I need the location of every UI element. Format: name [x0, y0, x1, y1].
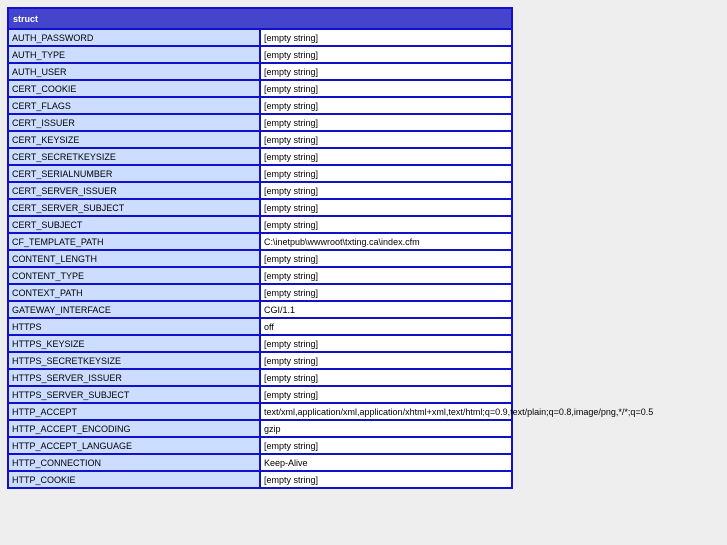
struct-key[interactable]: HTTP_ACCEPT_LANGUAGE: [9, 438, 259, 453]
struct-value: [empty string]: [261, 115, 511, 130]
table-row: [9, 98, 511, 113]
struct-key[interactable]: CERT_COOKIE: [9, 81, 259, 96]
struct-value: gzip: [261, 421, 511, 436]
table-row: [9, 336, 511, 351]
struct-key[interactable]: HTTPS_SECRETKEYSIZE: [9, 353, 259, 368]
struct-key[interactable]: AUTH_PASSWORD: [9, 30, 259, 45]
table-row: [9, 268, 511, 283]
struct-key[interactable]: CERT_FLAGS: [9, 98, 259, 113]
table-row: [9, 353, 511, 368]
struct-header-row: [9, 9, 511, 28]
struct-dump-table: [7, 7, 654, 489]
struct-key[interactable]: HTTP_COOKIE: [9, 472, 259, 487]
table-row: [9, 302, 511, 317]
table-row: [9, 438, 511, 453]
table-row: [9, 64, 511, 79]
struct-key[interactable]: CERT_ISSUER: [9, 115, 259, 130]
struct-value: [empty string]: [261, 98, 511, 113]
struct-value: [empty string]: [261, 64, 511, 79]
struct-value: [empty string]: [261, 387, 511, 402]
struct-value: [empty string]: [261, 251, 511, 266]
struct-value: text/xml,application/xml,application/xhtml+xml,text/html;q=0.9,text/plain;q=0.8,image/png,*/*;q=0.5: [261, 404, 511, 419]
struct-value: [empty string]: [261, 183, 511, 198]
table-row: [9, 115, 511, 130]
table-row: [9, 234, 511, 249]
struct-value: [empty string]: [261, 200, 511, 215]
struct-header[interactable]: struct: [9, 9, 511, 28]
table-row: [9, 455, 511, 470]
struct-value: CGI/1.1: [261, 302, 511, 317]
struct-key[interactable]: HTTPS_KEYSIZE: [9, 336, 259, 351]
struct-key[interactable]: CONTENT_TYPE: [9, 268, 259, 283]
struct-key[interactable]: AUTH_USER: [9, 64, 259, 79]
struct-value: [empty string]: [261, 285, 511, 300]
struct-value: [empty string]: [261, 149, 511, 164]
table-row: [9, 47, 511, 62]
struct-key[interactable]: CERT_SECRETKEYSIZE: [9, 149, 259, 164]
struct-value: [empty string]: [261, 472, 511, 487]
table-row: [9, 404, 511, 419]
table-row: [9, 285, 511, 300]
struct-key[interactable]: CERT_SERIALNUMBER: [9, 166, 259, 181]
table-row: [9, 166, 511, 181]
struct-value: [empty string]: [261, 438, 511, 453]
struct-key[interactable]: AUTH_TYPE: [9, 47, 259, 62]
struct-value: [empty string]: [261, 47, 511, 62]
struct-key[interactable]: HTTPS_SERVER_SUBJECT: [9, 387, 259, 402]
struct-key[interactable]: HTTPS: [9, 319, 259, 334]
table-row: [9, 30, 511, 45]
table-row: [9, 200, 511, 215]
struct-value: [empty string]: [261, 268, 511, 283]
table-row: [9, 81, 511, 96]
struct-key[interactable]: GATEWAY_INTERFACE: [9, 302, 259, 317]
struct-rows: [9, 30, 654, 487]
struct-value: Keep-Alive: [261, 455, 511, 470]
table-row: [9, 472, 511, 487]
struct-value: [empty string]: [261, 166, 511, 181]
table-row: [9, 370, 511, 385]
table-row: [9, 217, 511, 232]
struct-key[interactable]: CF_TEMPLATE_PATH: [9, 234, 259, 249]
struct-key[interactable]: HTTP_ACCEPT_ENCODING: [9, 421, 259, 436]
struct-key[interactable]: CERT_SERVER_ISSUER: [9, 183, 259, 198]
struct-key[interactable]: CONTEXT_PATH: [9, 285, 259, 300]
struct-key[interactable]: HTTP_CONNECTION: [9, 455, 259, 470]
struct-key[interactable]: HTTPS_SERVER_ISSUER: [9, 370, 259, 385]
struct-key[interactable]: CERT_KEYSIZE: [9, 132, 259, 147]
table-row: [9, 183, 511, 198]
struct-value: [empty string]: [261, 132, 511, 147]
table-row: [9, 132, 511, 147]
struct-key[interactable]: HTTP_ACCEPT: [9, 404, 259, 419]
table-row: [9, 319, 511, 334]
struct-value: [empty string]: [261, 217, 511, 232]
struct-key[interactable]: CERT_SUBJECT: [9, 217, 259, 232]
struct-key[interactable]: CONTENT_LENGTH: [9, 251, 259, 266]
struct-value: [empty string]: [261, 370, 511, 385]
struct-value: off: [261, 319, 511, 334]
struct-value: [empty string]: [261, 30, 511, 45]
struct-key[interactable]: CERT_SERVER_SUBJECT: [9, 200, 259, 215]
table-row: [9, 421, 511, 436]
struct-value: C:\inetpub\wwwroot\txting.ca\index.cfm: [261, 234, 511, 249]
table-row: [9, 387, 511, 402]
table-row: [9, 149, 511, 164]
struct-value: [empty string]: [261, 81, 511, 96]
table-row: [9, 251, 511, 266]
struct-value: [empty string]: [261, 336, 511, 351]
struct-value: [empty string]: [261, 353, 511, 368]
